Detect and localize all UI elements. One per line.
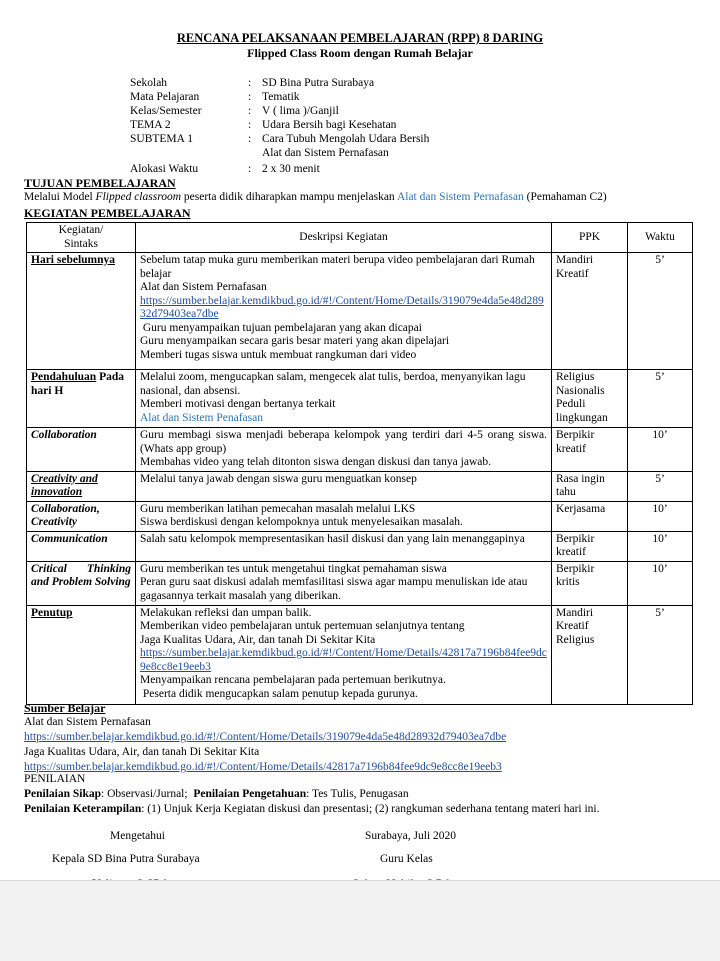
tujuan-heading: TUJUAN PEMBELAJARAN xyxy=(24,176,176,190)
ppk-cell: Mandiri Kreatif xyxy=(552,253,628,370)
table-row xyxy=(27,253,693,370)
col-header-waktu: Waktu xyxy=(628,223,693,253)
kegiatan-heading: KEGIATAN PEMBELAJARAN xyxy=(24,206,191,220)
sumber-item1-title: Alat dan Sistem Pernafasan xyxy=(24,716,151,728)
col-header-ppk: PPK xyxy=(552,223,628,253)
document-title: RENCANA PELAKSANAAN PEMBELAJARAN (RPP) 8 DARING xyxy=(176,31,544,45)
table-row xyxy=(27,370,693,428)
stage-cell: Collaboration, Creativity xyxy=(27,501,136,531)
stage-cell: Penutup xyxy=(27,605,136,704)
waktu-cell: 10’ xyxy=(628,561,693,605)
waktu-cell: 5’ xyxy=(628,370,693,428)
document-subtitle: Flipped Class Room dengan Rumah Belajar xyxy=(247,46,473,60)
kegiatan-table xyxy=(26,222,693,705)
table-row xyxy=(27,561,693,605)
table-header-row xyxy=(27,223,693,253)
ppk-cell: Religius Nasionalis Peduli lingkungan xyxy=(552,370,628,428)
desc-cell: Melalui zoom, mengucapkan salam, mengecek alat tulis, berdoa, menyanyikan lagu nasional, dan absensi. Memberi motivasi dengan bertanya terkait Alat dan Sistem Penafasan xyxy=(136,370,552,428)
video-link[interactable]: https://sumber.belajar.kemdikbud.go.id/#!/Content/Home/Details/319079e4da5e48d28932d79403ea7dbe xyxy=(140,294,544,320)
stage-cell: Creativity and innovation xyxy=(27,471,136,501)
desc-cell: Melakukan refleksi dan umpan balik. Memberikan video pembelajaran untuk pertemuan selanjutnya tentang Jaga Kualitas Udara, Air, dan tanah Di Sekitar Kita https://sumber.belajar.kemdikbud.go.id/#!/Content/Home/Details/42817a7196b84fee9dc9e8cc8e19eeb3 Menyampaikan rencana pembelajaran pada pertemuan berikutnya. Peserta didik mengucapkan salam penutup kepada gurunya. xyxy=(136,605,552,704)
sign-right-role: Guru Kelas xyxy=(380,853,433,865)
waktu-cell: 5’ xyxy=(628,253,693,370)
table-row xyxy=(27,531,693,561)
ppk-cell: Mandiri Kreatif Religius xyxy=(552,605,628,704)
sumber-item1-link[interactable]: https://sumber.belajar.kemdikbud.go.id/#!/Content/Home/Details/319079e4da5e48d28932d79403ea7dbe xyxy=(24,731,507,743)
desc-cell: Guru memberikan latihan pemecahan masalah melalui LKS Siswa berdiskusi dengan kelompoknya untuk menyelesaikan masalah. xyxy=(136,501,552,531)
waktu-cell: 10’ xyxy=(628,531,693,561)
sumber-item2-title: Jaga Kualitas Udara, Air, dan tanah Di Sekitar Kita xyxy=(24,746,260,758)
video-link[interactable]: https://sumber.belajar.kemdikbud.go.id/#!/Content/Home/Details/42817a7196b84fee9dc9e8cc8e19eeb3 xyxy=(140,647,547,673)
desc-cell: Sebelum tatap muka guru memberikan materi berupa video pembelajaran dari Rumah belajar Alat dan Sistem Pernafasan https://sumber.belajar.kemdikbud.go.id/#!/Content/Home/Details/319079e4da5e48d28932d79403ea7dbe Guru menyampaikan tujuan pembelajaran yang akan dicapai Guru menyampaikan secara garis besar materi yang akan dipelajari Memberi tugas siswa untuk membuat rangkuman dari video xyxy=(136,253,552,370)
waktu-cell: 5’ xyxy=(628,605,693,704)
ppk-cell: Kerjasama xyxy=(552,501,628,531)
desc-cell: Salah satu kelompok mempresentasikan hasil diskusi dan yang lain menanggapinya xyxy=(136,531,552,561)
stage-cell: Hari sebelumnya xyxy=(27,253,136,370)
table-row xyxy=(27,605,693,704)
table-row xyxy=(27,471,693,501)
sumber-heading: Sumber Belajar xyxy=(24,701,106,715)
table-row xyxy=(27,501,693,531)
sign-right-top: Surabaya, Juli 2020 xyxy=(365,830,457,842)
stage-cell: Collaboration xyxy=(27,428,136,472)
stage-cell: Communication xyxy=(27,531,136,561)
desc-cell: Guru membagi siswa menjadi beberapa kelompok yang terdiri dari 4-5 orang siswa. (Whats app group) Membahas video yang telah ditonton siswa dengan diskusi dan tanya jawab. xyxy=(136,428,552,472)
sign-left-top: Mengetahui xyxy=(110,830,165,842)
desc-cell: Melalui tanya jawab dengan siswa guru menguatkan konsep xyxy=(136,471,552,501)
ppk-cell: Berpikir kritis xyxy=(552,561,628,605)
penilaian-keterampilan: Penilaian Keterampilan: (1) Unjuk Kerja Kegiatan diskusi dan presentasi; (2) rangkuman sederhana tentang materi hari ini. xyxy=(24,803,600,815)
stage-cell: Critical Thinking and Problem Solving xyxy=(27,561,136,605)
stage-cell: Pendahuluan Pada hari H xyxy=(27,370,136,428)
gray-background xyxy=(0,880,720,961)
col-header-deskripsi: Deskripsi Kegiatan xyxy=(136,223,552,253)
sign-left-role: Kepala SD Bina Putra Surabaya xyxy=(52,853,200,865)
table-row xyxy=(27,428,693,472)
ppk-cell: Berpikir kreatif xyxy=(552,428,628,472)
col-header-kegiatan: Kegiatan/ Sintaks xyxy=(27,223,136,253)
waktu-cell: 10’ xyxy=(628,501,693,531)
sumber-item2-link[interactable]: https://sumber.belajar.kemdikbud.go.id/#!/Content/Home/Details/42817a7196b84fee9dc9e8cc8e19eeb3 xyxy=(24,761,502,773)
desc-cell: Guru memberikan tes untuk mengetahui tingkat pemahaman siswa Peran guru saat diskusi adalah memfasilitasi siswa agar mampu menuliskan ide atau gagasannya terkait masalah yang diberikan. xyxy=(136,561,552,605)
waktu-cell: 10’ xyxy=(628,428,693,472)
document-page: RENCANA PELAKSANAAN PEMBELAJARAN (RPP) 8 DARING Flipped Class Room dengan Rumah Belajar Sekolah : SD Bina Putra Surabaya Mata Pelajaran : Tematik Kelas/Semester : V ( lima )/Ganjil TEMA 2 : Udara Bersih bagi Kesehatan SUBTEMA 1 : Cara Tubuh Mengolah Udara Bersih Alat dan Sistem Pernafasan Alokasi Waktu : 2 x 30 menit TUJUAN PEMBELAJARAN Melalui Model Flipped classroom peserta didik diharapkan mampu menjelaskan Alat dan Sistem Pernafasan (Pemahaman C2) KEGIATAN PEMBELAJARAN Kegiatan/ Sintaks Deskripsi Kegiatan PPK Waktu Hari sebelumnya Sebelum tatap muka guru memberikan materi berupa video pembelajaran dari Rumah belajar Alat dan Sistem Pernafasan https://sumber.belajar.kemdikbud.go.id/#!/Content/Home/Details/319079e4da5e48d28932d79403ea7dbe Guru menyampaikan tujuan pembelajaran yang akan dicapai Guru menyampaikan secara garis besar materi yang akan dipelajari Memberi tugas siswa untuk membuat rangkuman dari video Mandiri Kreatif 5’ Pendahuluan Pada hari H Melalui zoom, mengucapkan salam, mengecek alat tulis, berdoa, menyanyikan lagu nasional, dan absensi. Memberi motivasi dengan bertanya terkait Alat dan Sistem Penafasan Religius Nasionalis Peduli lingkungan 5’ Collaboration Guru membagi siswa menjadi beberapa kelompok yang terdiri dari 4-5 orang siswa. (Whats app group) Membahas video yang telah ditonton siswa dengan diskusi dan tanya jawab. Berpikir kreatif 10’ Creativity and innovation Melalui tanya jawab dengan siswa guru menguatkan konsep Rasa ingin tahu 5’ Collaboration, Creativity Guru memberikan latihan pemecahan masalah melalui LKS Siswa berdiskusi dengan kelompoknya untuk menyelesaikan masalah. Kerjasama 10’ Communication Salah satu kelompok mempresentasikan hasil diskusi dan yang lain menanggapinya Berpikir kreatif 10’ Critical Thinking and Problem Solving Guru memberikan tes untuk mengetahui tingkat pemahaman siswa Peran guru saat diskusi adalah memfasilitasi siswa agar mampu menuliskan ide atau gagasannya terkait masalah yang diberikan. Berpikir kritis 10’ Penutup Melakukan refleksi dan umpan balik. Memberikan video pembelajaran untuk pertemuan selanjutnya tentang Jaga Kualitas Udara, Air, dan tanah Di Sekitar Kita https://sumber.belajar.kemdikbud.go.id/#!/Content/Home/Details/42817a7196b84fee9dc9e8cc8e19eeb3 Menyampaikan rencana pembelajaran pada pertemuan berikutnya. Peserta didik mengucapkan salam penutup kepada gurunya. Mandiri Kreatif Religius 5’ Sumber Belajar Alat dan Sistem Pernafasan https://sumber.belajar.kemdikbud.go.id/#!/Content/Home/Details/319079e4da5e48d28932d79403ea7dbe Jaga Kualitas Udara, Air, dan tanah Di Sekitar Kita https://sumber.belajar.kemdikbud.go.id/#!/Content/Home/Details/42817a7196b84fee9dc9e8cc8e19eeb3 PENILAIAN Penilaian Sikap: Observasi/Jurnal; Penilaian Pengetahuan: Tes Tulis, Penugasan Penilaian Keterampilan: (1) Unjuk Kerja Kegiatan diskusi dan presentasi; (2) rangkuman sederhana tentang materi hari ini. Mengetahui Kepala SD Bina Putra Surabaya Surabaya, Juli 2020 Guru Kelas xyxy=(0,0,720,880)
ppk-cell: Berpikir kreatif xyxy=(552,531,628,561)
penilaian-heading: PENILAIAN xyxy=(24,773,86,785)
penilaian-sikap-pengetahuan: Penilaian Sikap: Observasi/Jurnal; Penilaian Pengetahuan: Tes Tulis, Penugasan xyxy=(24,788,409,800)
waktu-cell: 5’ xyxy=(628,471,693,501)
tujuan-text: Melalui Model Flipped classroom peserta didik diharapkan mampu menjelaskan Alat dan Sistem Pernafasan (Pemahaman C2) xyxy=(24,191,607,203)
ppk-cell: Rasa ingin tahu xyxy=(552,471,628,501)
